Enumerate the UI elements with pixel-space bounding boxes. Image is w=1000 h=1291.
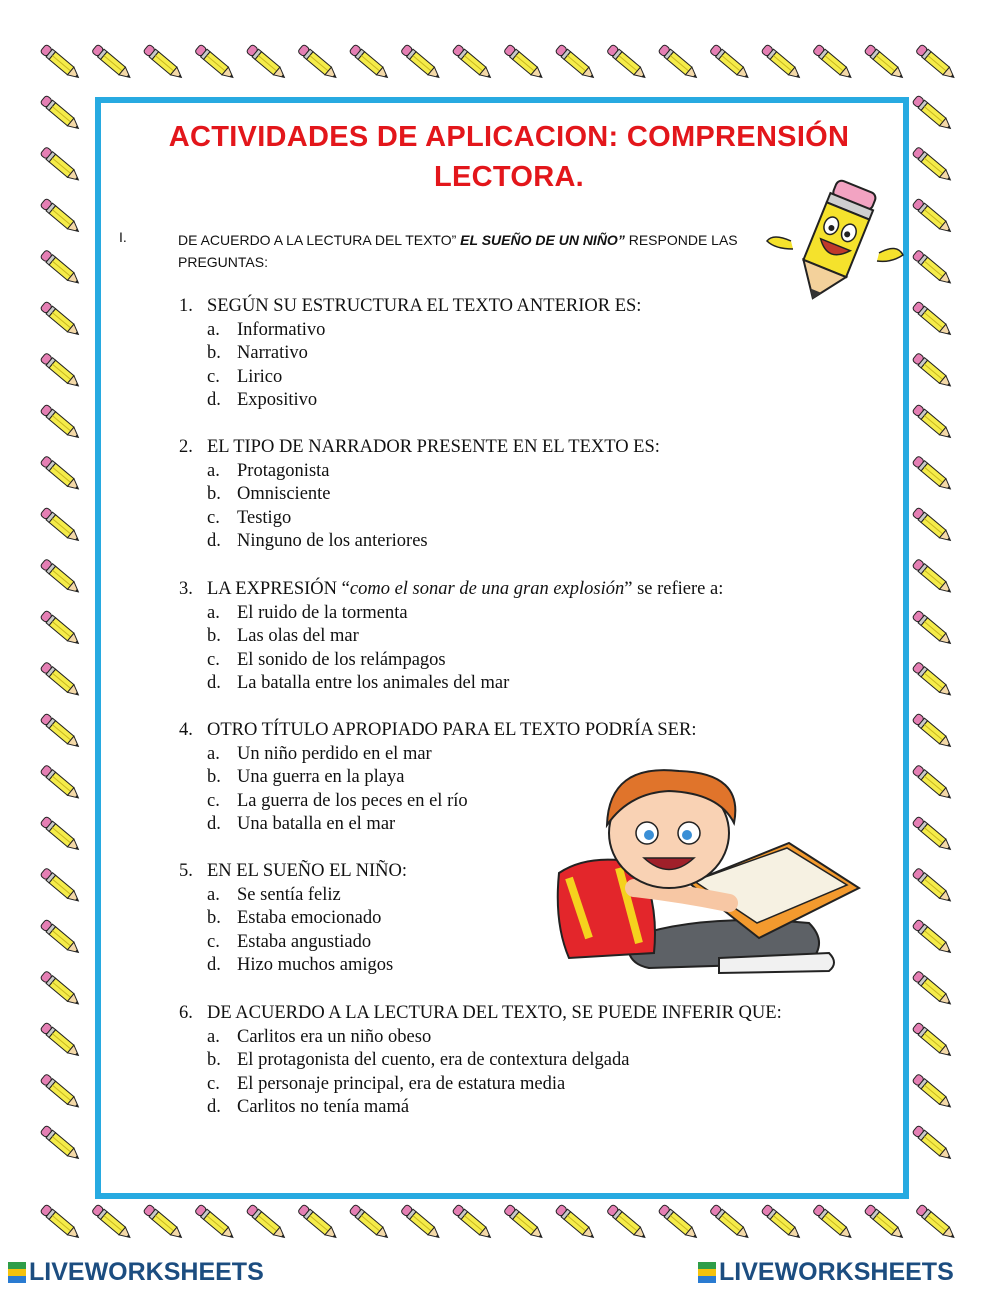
pencil-icon	[915, 44, 957, 81]
pencil-icon	[40, 816, 82, 853]
pencil-icon	[912, 198, 954, 235]
pencil-icon	[761, 44, 803, 81]
pencil-icon	[194, 44, 236, 81]
worksheet-frame	[95, 97, 909, 1199]
question-2	[179, 436, 660, 554]
pencil-icon	[912, 971, 954, 1008]
pencil-icon	[709, 44, 751, 81]
question-number: 3.	[179, 579, 193, 599]
pencil-icon	[864, 1204, 906, 1241]
pencil-icon	[40, 147, 82, 184]
option: d. Expositivo	[207, 390, 318, 411]
option: c. El sonido de los relámpagos	[207, 649, 446, 670]
pencil-icon	[143, 1204, 185, 1241]
pencil-icon	[555, 1204, 597, 1241]
question-number: 6.	[179, 1003, 193, 1023]
pencil-icon	[912, 610, 954, 647]
pencil-icon	[912, 404, 954, 441]
pencil-icon	[297, 44, 339, 81]
pencil-icon	[912, 301, 954, 338]
pencil-icon	[658, 44, 700, 81]
pencil-icon	[503, 44, 545, 81]
pencil-icon	[40, 1204, 82, 1241]
liveworksheets-logo-right	[698, 1258, 954, 1287]
option: d. Carlitos no tenía mamá	[207, 1097, 410, 1118]
instruction-text: DE ACUERDO A LA LECTURA DEL TEXTO” EL SUEÑO DE UN NIÑO” RESPONDE LAS PREGUNTAS:	[178, 232, 738, 270]
pencil-icon	[400, 44, 442, 81]
pencil-icon	[915, 1204, 957, 1241]
pencil-icon	[761, 1204, 803, 1241]
option: d. La batalla entre los animales del mar	[207, 673, 510, 694]
question-text: LA EXPRESIÓN “como el sonar de una gran explosión” se refiere a:	[207, 579, 724, 599]
pencil-icon	[143, 44, 185, 81]
option: a. Se sentía feliz	[207, 884, 341, 905]
option: c. El personaje principal, era de estatura media	[207, 1073, 566, 1094]
pencil-icon	[912, 919, 954, 956]
pencil-icon	[40, 713, 82, 750]
pencil-icon	[912, 559, 954, 596]
question-number: 1.	[179, 296, 193, 316]
liveworksheets-logo-left	[8, 1258, 264, 1287]
pencil-icon	[40, 250, 82, 287]
pencil-icon	[246, 44, 288, 81]
logo-badge-icon	[8, 1262, 26, 1284]
pencil-icon	[864, 44, 906, 81]
pencil-icon	[400, 1204, 442, 1241]
option: c. Lirico	[207, 366, 283, 387]
pencil-icon	[812, 44, 854, 81]
pencil-icon	[912, 456, 954, 493]
question-text: EN EL SUEÑO EL NIÑO:	[207, 861, 408, 881]
pencil-icon	[606, 1204, 648, 1241]
option: b. Una guerra en la playa	[207, 767, 405, 788]
pencil-icon	[40, 353, 82, 390]
pencil-icon	[912, 662, 954, 699]
pencil-icon	[912, 1022, 954, 1059]
question-3	[179, 578, 723, 696]
pencil-icon	[912, 250, 954, 287]
option: b. Omnisciente	[207, 484, 331, 505]
question-number: 2.	[179, 437, 193, 457]
pencil-icon	[555, 44, 597, 81]
option: c. Testigo	[207, 507, 292, 528]
option: d. Ninguno de los anteriores	[207, 531, 428, 552]
pencil-icon	[503, 1204, 545, 1241]
option: d. Una batalla en el mar	[207, 814, 396, 835]
pencil-icon	[40, 301, 82, 338]
pencil-icon	[40, 507, 82, 544]
option: b. El protagonista del cuento, era de contextura delgada	[207, 1050, 630, 1071]
pencil-icon	[912, 816, 954, 853]
logo-text: LIVEWORKSHEETS	[29, 1258, 264, 1286]
pencil-character-illustration	[761, 171, 911, 321]
option: b. Narrativo	[207, 343, 308, 364]
pencil-icon	[912, 353, 954, 390]
pencil-icon	[452, 1204, 494, 1241]
pencil-icon	[40, 1022, 82, 1059]
title-line-1: ACTIVIDADES DE APLICACION: COMPRENSIÓN	[168, 121, 850, 153]
logo-text: LIVEWORKSHEETS	[719, 1258, 954, 1286]
question-number: 4.	[179, 720, 193, 740]
option: c. La guerra de los peces en el río	[207, 790, 468, 811]
question-text: OTRO TÍTULO APROPIADO PARA EL TEXTO PODRÍA SER:	[207, 720, 697, 740]
pencil-icon	[40, 456, 82, 493]
pencil-icon	[40, 1074, 82, 1111]
pencil-icon	[194, 1204, 236, 1241]
question-5	[179, 860, 407, 978]
pencil-icon	[40, 868, 82, 905]
option: a. Un niño perdido en el mar	[207, 743, 432, 764]
pencil-icon	[40, 95, 82, 132]
option: a. Carlitos era un niño obeso	[207, 1026, 432, 1047]
pencil-icon	[912, 765, 954, 802]
pencil-icon	[658, 1204, 700, 1241]
pencil-icon	[912, 147, 954, 184]
pencil-icon	[40, 44, 82, 81]
pencil-icon	[40, 1125, 82, 1162]
pencil-icon	[40, 765, 82, 802]
question-text: EL TIPO DE NARRADOR PRESENTE EN EL TEXTO ES:	[207, 437, 660, 457]
logo-badge-icon	[698, 1262, 716, 1284]
pencil-icon	[912, 507, 954, 544]
instruction-numeral: I.	[119, 229, 127, 245]
title-line-2: LECTORA.	[433, 161, 585, 193]
pencil-icon	[709, 1204, 751, 1241]
pencil-icon	[606, 44, 648, 81]
question-text: DE ACUERDO A LA LECTURA DEL TEXTO, SE PUEDE INFERIR QUE:	[207, 1003, 782, 1023]
question-1	[179, 295, 641, 413]
pencil-icon	[40, 919, 82, 956]
option: c. Estaba angustiado	[207, 931, 372, 952]
pencil-icon	[912, 1074, 954, 1111]
question-6	[179, 1002, 782, 1120]
pencil-icon	[912, 713, 954, 750]
pencil-icon	[912, 1125, 954, 1162]
pencil-icon	[246, 1204, 288, 1241]
pencil-icon	[297, 1204, 339, 1241]
pencil-icon	[91, 44, 133, 81]
option: d. Hizo muchos amigos	[207, 955, 394, 976]
pencil-icon	[912, 868, 954, 905]
question-text: SEGÚN SU ESTRUCTURA EL TEXTO ANTERIOR ES:	[207, 296, 642, 316]
pencil-icon	[40, 610, 82, 647]
question-number: 5.	[179, 861, 193, 881]
pencil-icon	[40, 559, 82, 596]
option: b. Estaba emocionado	[207, 908, 382, 929]
pencil-icon	[40, 971, 82, 1008]
pencil-icon	[452, 44, 494, 81]
option: a. El ruido de la tormenta	[207, 602, 408, 623]
pencil-icon	[91, 1204, 133, 1241]
pencil-icon	[349, 44, 391, 81]
pencil-icon	[912, 95, 954, 132]
reading-boy-illustration	[529, 763, 869, 988]
pencil-icon	[40, 198, 82, 235]
pencil-icon	[812, 1204, 854, 1241]
option: b. Las olas del mar	[207, 626, 359, 647]
pencil-icon	[349, 1204, 391, 1241]
option: a. Informativo	[207, 319, 326, 340]
pencil-icon	[40, 404, 82, 441]
pencil-icon	[40, 662, 82, 699]
option: a. Protagonista	[207, 460, 330, 481]
